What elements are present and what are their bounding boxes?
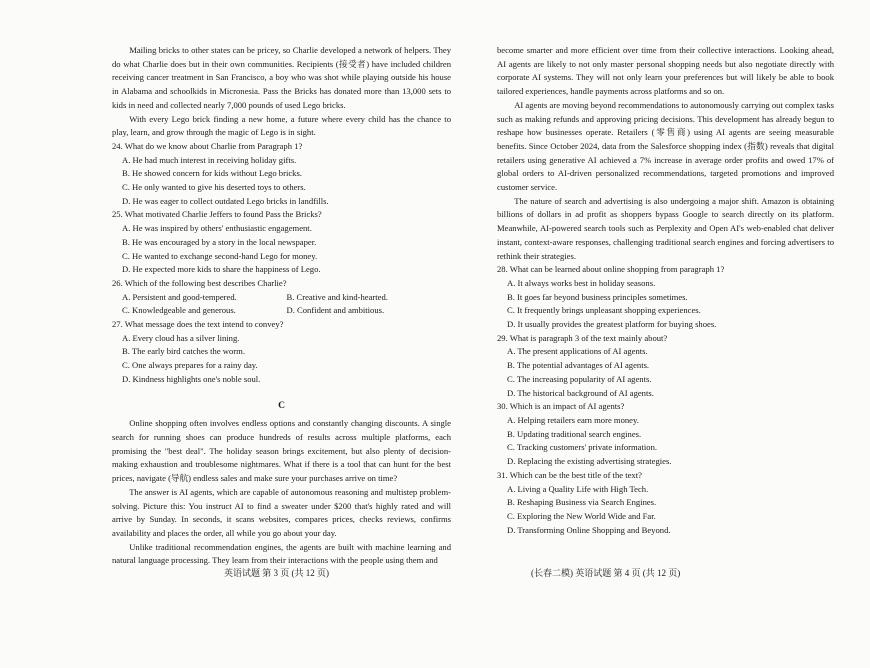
left-page-column <box>112 44 451 568</box>
option-31-b: B. Reshaping Business via Search Engines. <box>507 497 657 508</box>
option-24-b: B. He showed concern for kids without Lego bricks. <box>122 168 302 179</box>
option-29-d: D. The historical background of AI agents. <box>507 387 654 398</box>
question-29: 29. What is paragraph 3 of the text mainly about? <box>497 332 668 343</box>
page-footer-right: (长春二模) 英语试题 第 4 页 (共 12 页) <box>531 568 681 578</box>
option-25-c: C. He wanted to exchange second-hand Lego for money. <box>122 250 318 261</box>
option-27-b: B. The early bird catches the worm. <box>122 346 245 357</box>
passage-c-paragraph: Online shopping often involves endless options and constantly changing discounts. A single search for running shoes can produce hundreds of results across multiple platforms, each promising the "best deal". The holiday season brings excitement, but also plenty of decision-making exhaustion and troublesome nightmares. What if there is a tool that can hunt for the best prices, navigate (导航) endless sales and make sure your purchases arrive on time? <box>112 418 451 484</box>
option-30-a: A. Helping retailers earn more money. <box>507 414 639 425</box>
option-31-d: D. Transforming Online Shopping and Beyond. <box>507 524 671 535</box>
option-24-c: C. He only wanted to give his deserted toys to others. <box>122 182 306 193</box>
option-25-b: B. He was encouraged by a story in the local newspaper. <box>122 236 317 247</box>
option-30-b: B. Updating traditional search engines. <box>507 428 642 439</box>
option-28-d: D. It usually provides the greatest platform for buying shoes. <box>507 319 717 330</box>
option-26-c: C. Knowledgeable and generous. <box>122 305 236 316</box>
option-25-a: A. He was inspired by others' enthusiastic engagement. <box>122 223 312 234</box>
option-30-d: D. Replacing the existing advertising strategies. <box>507 456 672 467</box>
question-26: 26. Which of the following best describes Charlie? <box>112 277 287 288</box>
passage-c-paragraph: Unlike traditional recommendation engines, the agents are built with machine learning and natural language processing. They learn from their interactions with the people using them and <box>112 541 451 566</box>
option-26-d: D. Confident and ambitious. <box>286 305 385 316</box>
option-row <box>112 291 451 305</box>
passage-c-paragraph: become smarter and more efficient over time from their collective interactions. Looking ahead, AI agents are likely to not only master personal shopping needs but also negotiate directly with corporate AI systems. They will not only learn your preferences but will likely be able to book tailored experiences, handle payments across platforms and so on. <box>497 45 834 97</box>
page-footer-left: 英语试题 第 3 页 (共 12 页) <box>224 568 329 578</box>
passage-b-paragraph: With every Lego brick finding a new home, a future where every child has the chance to play, learn, and grow through the magic of Lego is in sight. <box>112 113 451 138</box>
option-29-a: A. The present applications of AI agents. <box>507 346 648 357</box>
option-29-b: B. The potential advantages of AI agents. <box>507 360 650 371</box>
question-31: 31. Which can be the best title of the text? <box>497 469 642 480</box>
passage-c-paragraph: The answer is AI agents, which are capable of autonomous reasoning and multistep problem-solving. Picture this: You instruct AI to find a sweater under $200 that's highly rated and will arrive by Sunday. In seconds, it scans websites, compares prices, checks reviews, confirms availability and places the order, all while you go about your day. <box>112 486 451 538</box>
option-28-c: C. It frequently brings unpleasant shopping experiences. <box>507 305 701 316</box>
right-page-column <box>497 44 834 537</box>
question-24: 24. What do we know about Charlie from Paragraph 1? <box>112 140 303 151</box>
passage-c-paragraph: AI agents are moving beyond recommendations to autonomously carrying out complex tasks such as making refunds and approving pricing decisions. This development has already begun to reshape how businesses operate. Retailers (零售商) using AI agents are seeing measurable benefits. Since October 2024, data from the Salesforce shopping index (指数) reveals that digital retailers using generative AI achieved a 7% increase in average order profits and owed 17% of global orders to AI-driven personalized recommendations, targeted promotions and improved customer service. <box>497 99 834 193</box>
option-row <box>112 304 451 318</box>
option-28-b: B. It goes far beyond business principles sometimes. <box>507 291 688 302</box>
passage-b-paragraph: Mailing bricks to other states can be pricey, so Charlie developed a network of helpers. They do what Charlie does but in their own communities. Recipients (接受者) have included children receiving cancer treatment in San Francisco, a boy who was shot while playing outside his house in Alabama and schoolkids in Micronesia. Pass the Bricks has donated more than 13,000 sets to kids in need and collected nearly 7,000 pounds of used Lego bricks. <box>112 45 451 110</box>
question-30: 30. Which is an impact of AI agents? <box>497 401 625 412</box>
option-31-c: C. Exploring the New World Wide and Far. <box>507 510 656 521</box>
option-27-a: A. Every cloud has a silver lining. <box>122 332 240 343</box>
option-27-d: D. Kindness highlights one's noble soul. <box>122 373 261 384</box>
question-28: 28. What can be learned about online shopping from paragraph 1? <box>497 264 725 275</box>
option-25-d: D. He expected more kids to share the happiness of Lego. <box>122 264 321 275</box>
option-24-d: D. He was eager to collect outdated Lego bricks in landfills. <box>122 195 329 206</box>
section-heading-c: C <box>278 400 285 411</box>
option-24-a: A. He had much interest in receiving holiday gifts. <box>122 154 297 165</box>
option-26-b: B. Creative and kind-hearted. <box>286 291 388 302</box>
option-28-a: A. It always works best in holiday seasons. <box>507 277 656 288</box>
option-31-a: A. Living a Quality Life with High Tech. <box>507 483 649 494</box>
option-29-c: C. The increasing popularity of AI agents. <box>507 373 652 384</box>
option-30-c: C. Tracking customers' private information. <box>507 442 658 453</box>
question-25: 25. What motivated Charlie Jeffers to found Pass the Bricks? <box>112 209 322 220</box>
passage-c-paragraph: The nature of search and advertising is also undergoing a major shift. Amazon is obtaining billions of dollars in ad profit as shoppers bypass Google to search directly on its platform. Meanwhile, AI-powered search tools such as Perplexity and Open AI's web-enabled chat deliver instant, context-aware responses, challenging traditional search engines and forcing advertisers to rethink their strategies. <box>497 195 834 261</box>
option-26-a: A. Persistent and good-tempered. <box>122 291 237 302</box>
question-27: 27. What message does the text intend to convey? <box>112 319 284 330</box>
option-27-c: C. One always prepares for a rainy day. <box>122 360 258 371</box>
